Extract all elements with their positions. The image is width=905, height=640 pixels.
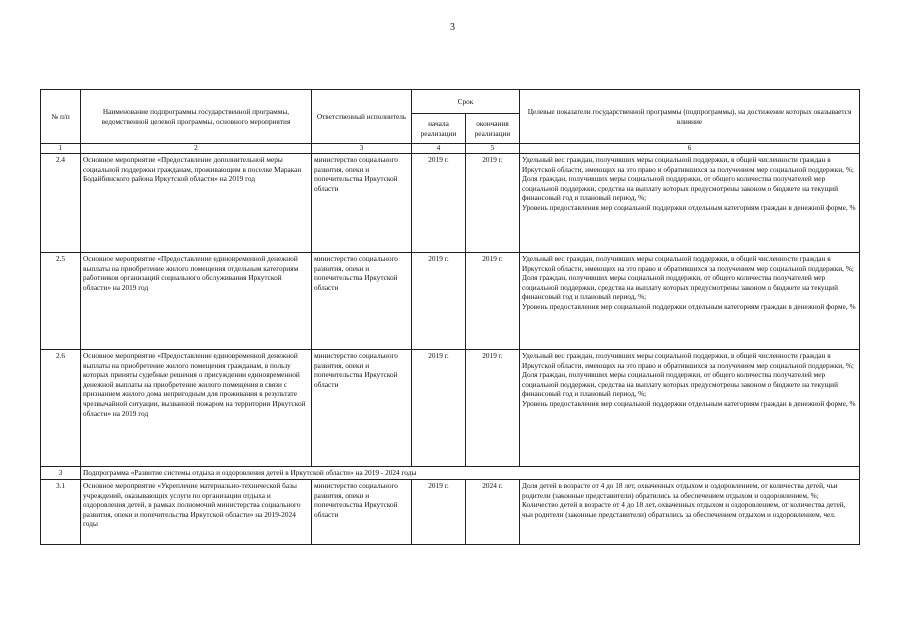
row-end: 2019 г. bbox=[466, 154, 520, 253]
row-number: 2.5 bbox=[41, 253, 81, 350]
header-responsible: Ответственный исполнитель bbox=[312, 90, 412, 144]
row-name: Основное мероприятие «Предоставление единовременной денежной выплаты на приобретение жилого помещения отдельным категориям работников организаций социального обслуживания Иркутской области» на 2019 год bbox=[81, 253, 312, 350]
header-row bbox=[41, 90, 860, 114]
header-end: окончания реализации bbox=[466, 114, 520, 144]
program-table bbox=[40, 89, 860, 545]
column-number: 2 bbox=[81, 144, 312, 154]
row-responsible: министерство социального развития, опеки и попечительства Иркутской области bbox=[312, 350, 412, 467]
header-start: начала реализации bbox=[412, 114, 466, 144]
header-term: Срок bbox=[412, 90, 520, 114]
row-end: 2019 г. bbox=[466, 253, 520, 350]
column-number: 3 bbox=[312, 144, 412, 154]
row-start: 2019 г. bbox=[412, 154, 466, 253]
section-row bbox=[41, 467, 860, 480]
row-responsible: министерство социального развития, опеки и попечительства Иркутской области bbox=[312, 253, 412, 350]
header-num: № п/п bbox=[41, 90, 81, 144]
row-end: 2019 г. bbox=[466, 350, 520, 467]
header-name: Наименование подпрограммы государственной программы, ведомственной целевой программы, основного мероприятия bbox=[81, 90, 312, 144]
row-number: 2.4 bbox=[41, 154, 81, 253]
column-number: 4 bbox=[412, 144, 466, 154]
page-number: 3 bbox=[450, 22, 455, 33]
row-targets: Удельный вес граждан, получивших меры социальной поддержки, в общей численности граждан в Иркутской области, имеющих на это право и обратившихся за получением мер социальной поддержки, %; Доля граждан, получивших меры социальной поддержки, от общего количества получателей мер социальной поддержки, средства на выплату которых предусмотрены законом о бюджете на текущий финансовый год и плановый период, %; Уровень предоставления мер социальной поддержки отдельным категориям граждан в денежной форме, % bbox=[520, 350, 860, 467]
row-name: Основное мероприятие «Предоставление дополнительной меры социальной поддержки гражданам, проживающим в поселке Маракан Бодайбинского района Иркутской области» на 2019 год bbox=[81, 154, 312, 253]
row-start: 2019 г. bbox=[412, 480, 466, 545]
row-end: 2024 г. bbox=[466, 480, 520, 545]
row-targets: Удельный вес граждан, получивших меры социальной поддержки, в общей численности граждан в Иркутской области, имеющих на это право и обратившихся за получением мер социальной поддержки, %; Доля граждан, получивших меры социальной поддержки, от общего количества получателей мер социальной поддержки, средства на выплату которых предусмотрены законом о бюджете на текущий финансовый год и плановый период, %; Уровень предоставления мер социальной поддержки отдельным категориям граждан в денежной форме, % bbox=[520, 253, 860, 350]
row-targets: Доля детей в возрасте от 4 до 18 лет, охваченных отдыхом и оздоровлением, от количества детей, чьи родители (законные представители) обратились за обеспечением отдыхом и оздоровлением, %; Количество детей в возрасте от 4 до 18 лет, охваченных отдыхом и оздоровлением, от количества детей, чьи родители (законные представители) обратились за обеспечением отдыхом и оздоровлением, чел. bbox=[520, 480, 860, 545]
column-number-row bbox=[41, 144, 860, 154]
row-targets: Удельный вес граждан, получивших меры социальной поддержки, в общей численности граждан в Иркутской области, имеющих на это право и обратившихся за получением мер социальной поддержки, %; Доля граждан, получивших меры социальной поддержки, от общего количества получателей мер социальной поддержки, средства на выплату которых предусмотрены законом о бюджете на текущий финансовый год и плановый период, %; Уровень предоставления мер социальной поддержки отдельным категориям граждан в денежной форме, % bbox=[520, 154, 860, 253]
column-number: 5 bbox=[466, 144, 520, 154]
table-row bbox=[41, 350, 860, 467]
row-name: Основное мероприятие «Предоставление единовременной денежной выплаты на приобретение жилого помещения гражданам, в пользу которых приняты судебные решения о присуждении единовременной денежной выплаты на приобретение жилого помещения в связи с признанием жилого дома непригодным для проживания в результате чрезвычайной ситуации, вызванной пожаром на территории Иркутской области» на 2019 год bbox=[81, 350, 312, 467]
column-number: 1 bbox=[41, 144, 81, 154]
section-title: Подпрограмма «Развитие системы отдыха и оздоровления детей в Иркутской области» на 2019 - 2024 годы bbox=[81, 467, 860, 480]
row-name: Основное мероприятие «Укрепление материально-технической базы учреждений, оказывающих услуги по организации отдыха и оздоровления детей, в рамках полномочий министерства социального развития, опеки и попечительства Иркутской области» на 2019-2024 годы bbox=[81, 480, 312, 545]
row-start: 2019 г. bbox=[412, 253, 466, 350]
column-number: 6 bbox=[520, 144, 860, 154]
table-row bbox=[41, 480, 860, 545]
table-row bbox=[41, 154, 860, 253]
row-responsible: министерство социального развития, опеки и попечительства Иркутской области bbox=[312, 480, 412, 545]
header-targets: Целевые показатели государственной программы (подпрограммы), на достижение которых оказывается влияние bbox=[520, 90, 860, 144]
table-row bbox=[41, 253, 860, 350]
section-number: 3 bbox=[41, 467, 81, 480]
row-responsible: министерство социального развития, опеки и попечительства Иркутской области bbox=[312, 154, 412, 253]
row-number: 3.1 bbox=[41, 480, 81, 545]
row-start: 2019 г. bbox=[412, 350, 466, 467]
row-number: 2.6 bbox=[41, 350, 81, 467]
